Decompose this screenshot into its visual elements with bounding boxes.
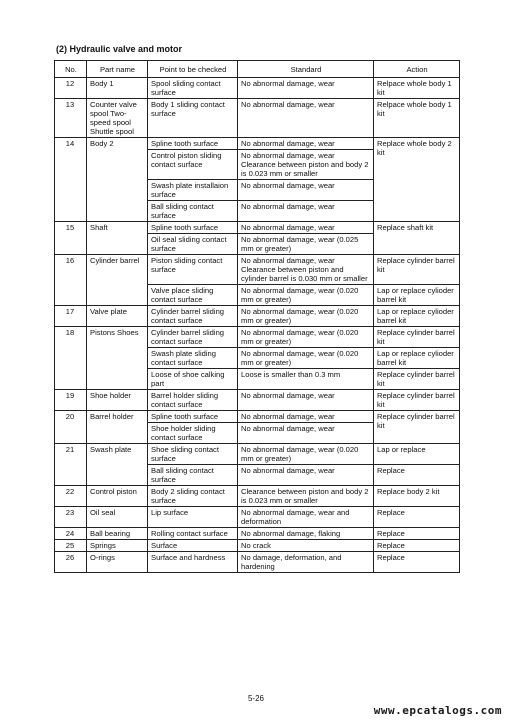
- table-row: [55, 411, 460, 423]
- row-action: Replace body 2 kit: [374, 486, 460, 507]
- row-part: Springs: [87, 540, 148, 552]
- watermark: www.epcatalogs.com: [373, 704, 502, 717]
- row-standard: No abnormal damage, wear: [238, 138, 374, 150]
- row-action: Replace cylinder barrel kit: [374, 390, 460, 411]
- row-point: Swash plate sliding contact surface: [148, 348, 238, 369]
- row-standard: No damage, deformation, and hardening: [238, 552, 374, 573]
- row-part: Control piston: [87, 486, 148, 507]
- row-point: Body 2 sliding contact surface: [148, 486, 238, 507]
- row-point: Barrel holder sliding contact surface: [148, 390, 238, 411]
- row-standard: No abnormal damage, wear: [238, 99, 374, 138]
- row-no: 18: [55, 327, 87, 390]
- table-row: [55, 390, 460, 411]
- row-point: Shoe sliding contact surface: [148, 444, 238, 465]
- row-point: Cylinder barrel sliding contact surface: [148, 327, 238, 348]
- row-point: Ball sliding contact surface: [148, 465, 238, 486]
- row-no: 19: [55, 390, 87, 411]
- row-action: Replace cylinder barrel kit: [374, 327, 460, 348]
- row-standard: No abnormal damage, wear: [238, 78, 374, 99]
- row-no: 14: [55, 138, 87, 222]
- table-row: [55, 444, 460, 465]
- row-point: Oil seal sliding contact surface: [148, 234, 238, 255]
- row-point: Piston sliding contact surface: [148, 255, 238, 285]
- col-header-no: No.: [55, 61, 87, 78]
- row-point: Spool sliding contact surface: [148, 78, 238, 99]
- row-no: 20: [55, 411, 87, 444]
- table-row: [55, 78, 460, 99]
- row-part: Pistons Shoes: [87, 327, 148, 390]
- row-point: Spline tooth surface: [148, 138, 238, 150]
- table-row: [55, 306, 460, 327]
- row-point: Spline tooth surface: [148, 411, 238, 423]
- row-action: Replace: [374, 528, 460, 540]
- row-action: Lap or replace cylioder barrel kit: [374, 285, 460, 306]
- row-no: 12: [55, 78, 87, 99]
- row-standard: No abnormal damage, wear: [238, 411, 374, 423]
- row-standard: No abnormal damage, wear: [238, 180, 374, 201]
- row-standard: No crack: [238, 540, 374, 552]
- row-point: Lip surface: [148, 507, 238, 528]
- row-action: Replace whole body 2 kit: [374, 138, 460, 222]
- row-point: Valve place sliding contact surface: [148, 285, 238, 306]
- row-point: Shoe holder sliding contact surface: [148, 423, 238, 444]
- row-no: 15: [55, 222, 87, 255]
- row-action: Replace: [374, 507, 460, 528]
- row-part: Cylinder barrel: [87, 255, 148, 306]
- row-part: Body 1: [87, 78, 148, 99]
- row-point: Surface: [148, 540, 238, 552]
- row-no: 17: [55, 306, 87, 327]
- row-standard: No abnormal damage, wear (0.020 mm or greater): [238, 348, 374, 369]
- row-no: 23: [55, 507, 87, 528]
- row-no: 21: [55, 444, 87, 486]
- inspection-table: [54, 60, 460, 573]
- row-standard: No abnormal damage, wear (0.020 mm or greater): [238, 444, 374, 465]
- col-header-action: Action: [374, 61, 460, 78]
- row-action: Relpace whole body 1 kit: [374, 78, 460, 99]
- row-no: 24: [55, 528, 87, 540]
- row-no: 16: [55, 255, 87, 306]
- table-row: [55, 540, 460, 552]
- table-row: [55, 486, 460, 507]
- row-standard: No abnormal damage, flaking: [238, 528, 374, 540]
- row-part: Swash plate: [87, 444, 148, 486]
- row-part: Valve plate: [87, 306, 148, 327]
- row-point: Surface and hardness: [148, 552, 238, 573]
- section-title: (2) Hydraulic valve and motor: [56, 44, 183, 54]
- row-part: Shoe holder: [87, 390, 148, 411]
- row-action: Replace cylinder barrel kit: [374, 255, 460, 285]
- row-action: Lap or replace: [374, 444, 460, 465]
- row-part: Shaft: [87, 222, 148, 255]
- row-standard: No abnormal damage, wear (0.020 mm or greater): [238, 285, 374, 306]
- row-part: O-rings: [87, 552, 148, 573]
- row-standard: No abnormal damage, wear: [238, 222, 374, 234]
- row-action: Replace shaft kit: [374, 222, 460, 255]
- row-point: Spline tooth surface: [148, 222, 238, 234]
- row-action: Replace: [374, 552, 460, 573]
- row-action: Lap or replace cylioder barrel kit: [374, 306, 460, 327]
- table-row: [55, 99, 460, 138]
- row-standard: No abnormal damage, wear: [238, 423, 374, 444]
- row-no: 26: [55, 552, 87, 573]
- row-no: 25: [55, 540, 87, 552]
- row-no: 22: [55, 486, 87, 507]
- row-point: Loose of shoe calking part: [148, 369, 238, 390]
- row-standard: Loose is smaller than 0.3 mm: [238, 369, 374, 390]
- row-no: 13: [55, 99, 87, 138]
- row-standard: No abnormal damage, wear Clearance between piston and cylinder barrel is 0.030 mm or smaller: [238, 255, 374, 285]
- row-point: Body 1 sliding contact surface: [148, 99, 238, 138]
- row-action: Replace: [374, 540, 460, 552]
- row-part: Body 2: [87, 138, 148, 222]
- row-point: Control piston sliding contact surface: [148, 150, 238, 180]
- page-number: 5-26: [247, 694, 264, 703]
- row-action: Replace: [374, 465, 460, 486]
- col-header-part-name: Part name: [87, 61, 148, 78]
- row-standard: No abnormal damage, wear and deformation: [238, 507, 374, 528]
- table-row: [55, 255, 460, 285]
- table-row: [55, 327, 460, 348]
- table-header-row: [55, 61, 460, 78]
- row-part: Ball bearing: [87, 528, 148, 540]
- row-part: Oil seal: [87, 507, 148, 528]
- row-action: Replace cylinder barrel kit: [374, 369, 460, 390]
- row-point: Rolling contact surface: [148, 528, 238, 540]
- row-part: Barrel holder: [87, 411, 148, 444]
- row-point: Ball sliding contact surface: [148, 201, 238, 222]
- row-standard: No abnormal damage, wear: [238, 390, 374, 411]
- col-header-standard: Standard: [238, 61, 374, 78]
- row-standard: No abnormal damage, wear: [238, 201, 374, 222]
- row-standard: Clearance between piston and body 2 is 0.023 mm or smaller: [238, 486, 374, 507]
- row-standard: No abnormal damage, wear (0.020 mm or greater): [238, 306, 374, 327]
- row-action: Replace cylinder barrel kit: [374, 411, 460, 444]
- row-action: Relpace whole body 1 kit: [374, 99, 460, 138]
- row-standard: No abnormal damage, wear Clearance between piston and body 2 is 0.023 mm or smaller: [238, 150, 374, 180]
- table-row: [55, 528, 460, 540]
- row-action: Lap or replace cylioder barrel kit: [374, 348, 460, 369]
- table-row: [55, 507, 460, 528]
- row-point: Cylinder barrel sliding contact surface: [148, 306, 238, 327]
- table-row: [55, 222, 460, 234]
- row-point: Swash plate installaion surface: [148, 180, 238, 201]
- table-row: [55, 552, 460, 573]
- col-header-point: Point to be checked: [148, 61, 238, 78]
- row-standard: No abnormal damage, wear: [238, 465, 374, 486]
- table-row: [55, 138, 460, 150]
- row-standard: No abnormal damage, wear (0.025 mm or greater): [238, 234, 374, 255]
- row-part: Counter valve spool Two-speed spool Shuttle spool: [87, 99, 148, 138]
- row-standard: No abnormal damage, wear (0.020 mm or greater): [238, 327, 374, 348]
